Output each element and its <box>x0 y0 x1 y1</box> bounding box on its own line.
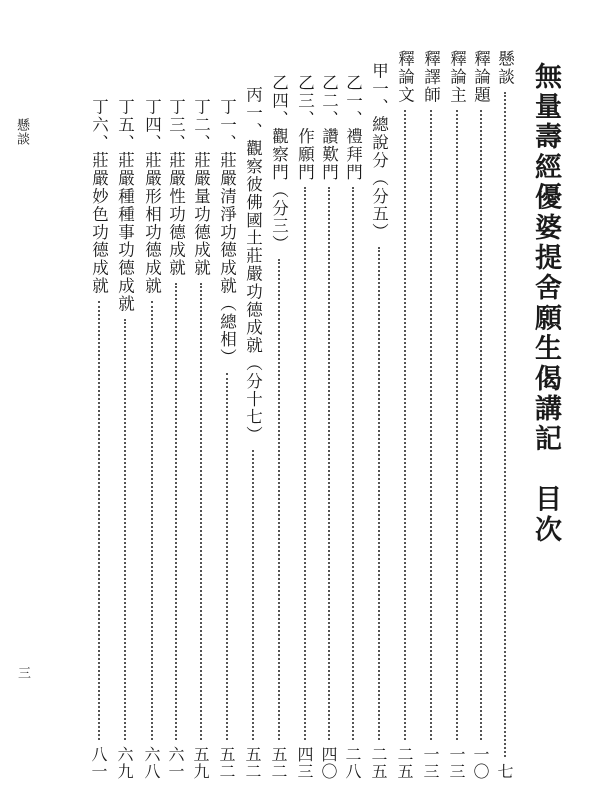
toc-entry[interactable] <box>470 50 492 780</box>
toc-leader-dots <box>124 319 126 740</box>
toc-leader-dots <box>404 110 406 740</box>
toc-entry-label: 丁六、莊嚴妙色功德成就 <box>89 98 109 295</box>
toc-entry-label: 甲一、總說分（分五） <box>369 62 389 241</box>
toc-leader-dots <box>175 283 177 740</box>
toc-entry[interactable] <box>114 50 136 780</box>
toc-entry[interactable] <box>216 50 238 780</box>
toc-leader-dots <box>151 301 153 740</box>
toc-entry[interactable] <box>494 50 516 780</box>
toc-entry[interactable] <box>141 50 163 780</box>
toc-entry-page: 五二 <box>243 746 262 780</box>
toc-leader-dots <box>430 110 432 740</box>
toc-entry[interactable] <box>368 50 390 780</box>
toc-entry[interactable] <box>342 50 364 780</box>
toc-entry-page: 五九 <box>191 746 210 780</box>
toc-entry[interactable] <box>165 50 187 780</box>
toc-leader-dots <box>378 247 380 740</box>
toc-entry[interactable] <box>242 50 264 780</box>
toc-entry-page: 一〇 <box>471 746 490 780</box>
toc-leader-dots <box>226 373 228 740</box>
page-number: 三 <box>15 666 30 679</box>
toc-entry[interactable] <box>394 50 416 780</box>
toc-entry-label: 乙四、觀察門（分三） <box>269 74 289 253</box>
toc-leader-dots <box>480 110 482 740</box>
toc-entry-label: 丙一、觀察彼佛國土莊嚴功德成就（分十七） <box>243 86 263 444</box>
toc-entry-label: 懸談 <box>495 50 515 86</box>
toc-entry-label: 丁四、莊嚴形相功德成就 <box>142 98 162 295</box>
toc-entry-label: 丁五、莊嚴種種事功德成就 <box>115 98 135 313</box>
toc-leader-dots <box>304 187 306 740</box>
toc-entry-page: 一三 <box>421 746 440 780</box>
toc-leader-dots <box>200 283 202 740</box>
toc-entry-page: 二五 <box>395 746 414 780</box>
toc-entry-label: 釋論主 <box>447 50 467 104</box>
toc-leader-dots <box>98 301 100 740</box>
toc-entry-page: 四〇 <box>319 746 338 780</box>
toc-entry[interactable] <box>88 50 110 780</box>
toc-entry-label: 釋論題 <box>471 50 491 104</box>
toc-entry-label: 乙一、禮拜門 <box>343 74 363 182</box>
toc-leader-dots <box>278 259 280 740</box>
toc-entry-page: 八一 <box>89 746 108 780</box>
toc-entry-label: 丁二、莊嚴量功德成就 <box>191 98 211 277</box>
toc-entry-label: 乙二、讚歎門 <box>319 74 339 182</box>
toc-leader-dots <box>252 450 254 740</box>
toc-entry-label: 丁一、莊嚴清淨功德成就（總相） <box>217 98 237 367</box>
toc-entry[interactable] <box>190 50 212 780</box>
toc-entry-page: 二八 <box>343 746 362 780</box>
toc-entry-page: 六一 <box>166 746 185 780</box>
toc-entry-label: 釋譯師 <box>421 50 441 104</box>
toc-entry-page: 五二 <box>269 746 288 780</box>
toc-entry[interactable] <box>446 50 468 780</box>
toc-entry-label: 乙三、作願門 <box>295 74 315 182</box>
toc-entry[interactable] <box>294 50 316 780</box>
toc-leader-dots <box>328 187 330 740</box>
toc-entry-page: 一三 <box>447 746 466 780</box>
page-title: 無量壽經優婆提舍願生偈講記 目次 <box>530 62 561 546</box>
toc-leader-dots <box>456 110 458 740</box>
toc-entry-page: 四三 <box>295 746 314 780</box>
toc-entry-label: 丁三、莊嚴性功德成就 <box>166 98 186 277</box>
toc-leader-dots <box>504 92 506 757</box>
toc-entry[interactable] <box>420 50 442 780</box>
toc-entry-label: 釋論文 <box>395 50 415 104</box>
toc-entry-page: 七 <box>495 763 514 780</box>
toc-entry-page: 五二 <box>217 746 236 780</box>
toc-entry[interactable] <box>268 50 290 780</box>
toc-entry-page: 六九 <box>115 746 134 780</box>
running-head: 懸談 <box>14 118 29 146</box>
toc-entry-page: 六八 <box>142 746 161 780</box>
toc-leader-dots <box>352 187 354 740</box>
toc-entry-page: 二五 <box>369 746 388 780</box>
toc-entry[interactable] <box>318 50 340 780</box>
